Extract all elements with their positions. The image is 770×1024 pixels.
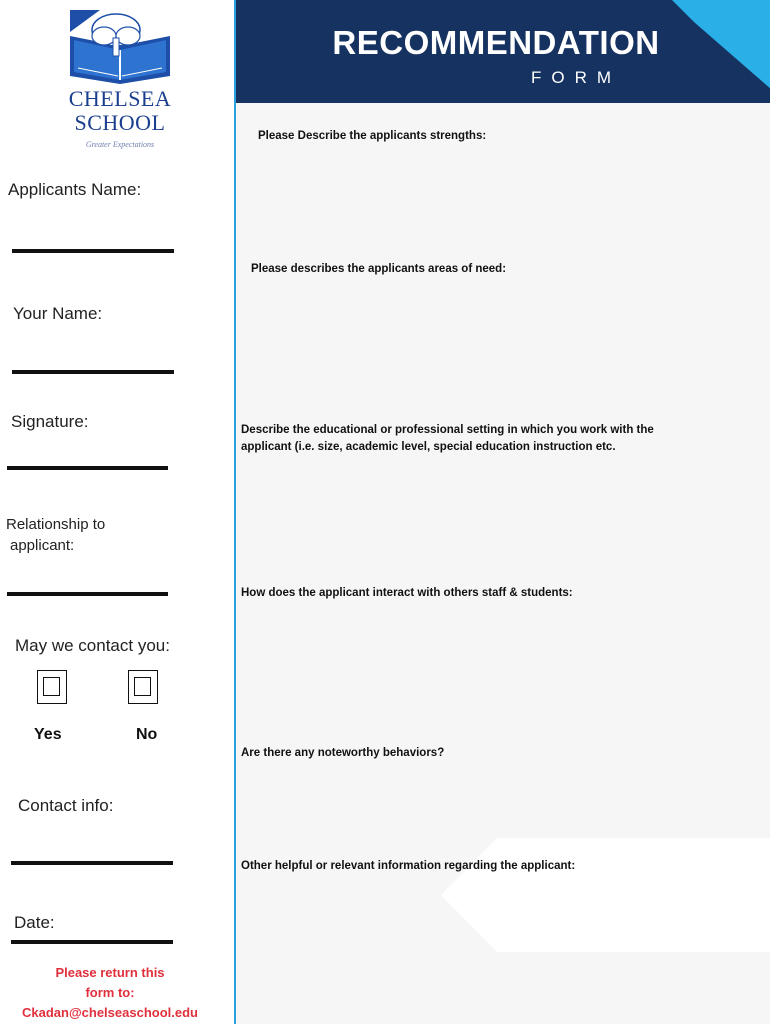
form-subtitle: FORM — [530, 68, 622, 87]
book-tree-icon — [60, 6, 180, 86]
question-setting-line2: applicant (i.e. size, academic level, special education instruction etc. — [241, 441, 616, 453]
question-setting-line1: Describe the educational or professional setting in which you work with the — [241, 424, 654, 436]
logo-tagline: Greater Expectations — [85, 140, 155, 149]
contact-info-field[interactable] — [11, 861, 173, 865]
question-interaction: How does the applicant interact with others staff & students: — [241, 587, 573, 599]
applicant-name-field[interactable] — [12, 249, 174, 253]
yes-checkbox[interactable] — [37, 670, 67, 704]
return-email: Ckadan@chelseaschool.edu — [22, 1005, 198, 1020]
your-name-label: Your Name: — [13, 304, 103, 323]
your-name-field[interactable] — [12, 370, 174, 374]
no-label: No — [136, 726, 158, 743]
signature-label: Signature: — [11, 412, 89, 431]
school-logo — [60, 6, 180, 154]
question-other: Other helpful or relevant information regarding the applicant: — [241, 860, 576, 872]
header-band — [236, 0, 770, 103]
decorative-white-arrow — [441, 838, 770, 952]
applicant-name-label: Applicants Name: — [8, 180, 142, 199]
contact-info-label: Contact info: — [18, 796, 114, 815]
relationship-label-line2: applicant: — [10, 537, 75, 554]
yes-label: Yes — [34, 726, 62, 743]
no-checkbox[interactable] — [128, 670, 158, 704]
return-instructions — [0, 963, 220, 1023]
form-title: RECOMMENDATION — [332, 24, 660, 61]
date-field[interactable] — [11, 940, 173, 944]
question-setting — [241, 422, 654, 456]
return-line1: Please return this — [55, 965, 165, 980]
date-label: Date: — [14, 913, 55, 932]
relationship-label-line1: Relationship to — [6, 516, 106, 533]
signature-field[interactable] — [7, 466, 168, 470]
question-strengths: Please Describe the applicants strengths: — [258, 130, 487, 142]
logo-text-line2: SCHOOL — [74, 110, 166, 135]
sidebar — [0, 0, 234, 1024]
form-main-panel — [234, 0, 770, 1024]
relationship-field[interactable] — [7, 592, 168, 596]
relationship-label — [6, 514, 105, 556]
question-behaviors: Are there any noteworthy behaviors? — [241, 747, 445, 759]
logo-text-line1: CHELSEA — [68, 86, 172, 111]
question-needs: Please describes the applicants areas of need: — [251, 263, 507, 275]
contact-question-label: May we contact you: — [15, 636, 170, 655]
return-line2: form to: — [85, 985, 135, 1000]
